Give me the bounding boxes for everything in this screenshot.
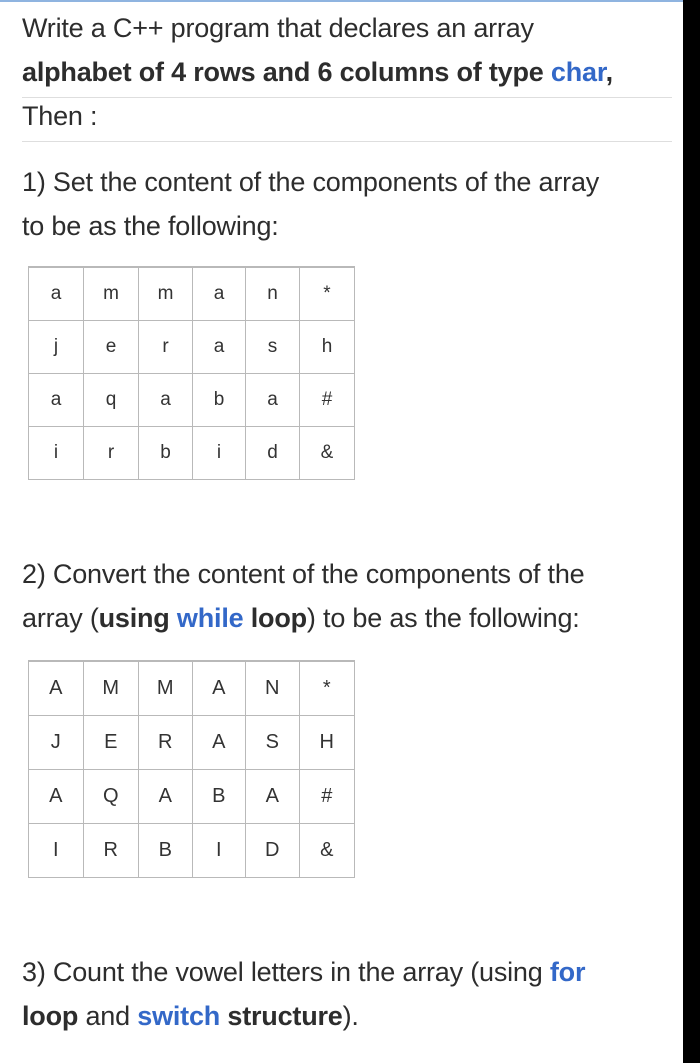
- table-cell: r: [139, 321, 193, 374]
- table-cell: a: [193, 267, 246, 321]
- table-cell: H: [300, 716, 355, 770]
- intro-line-2: alphabet of 4 rows and 6 columns of type char,: [22, 57, 613, 87]
- table-cell: B: [139, 824, 193, 878]
- intro-bold-text: alphabet of 4 rows and 6 columns of type: [22, 57, 551, 87]
- table-cell: j: [29, 321, 84, 374]
- table-cell: A: [193, 716, 246, 770]
- top-accent-line: [0, 0, 683, 2]
- step1-line-2: to be as the following:: [22, 211, 279, 241]
- table-row: [29, 267, 355, 321]
- step3-line-2: loop and switch structure).: [22, 1001, 359, 1031]
- table-cell: h: [300, 321, 355, 374]
- divider: [22, 141, 672, 142]
- table-cell: q: [84, 374, 139, 427]
- table-cell: a: [29, 374, 84, 427]
- table-row: [29, 427, 355, 480]
- table-cell: A: [246, 770, 300, 824]
- table-cell: a: [29, 267, 84, 321]
- lowercase-array-table: [28, 266, 355, 480]
- table-cell: M: [139, 661, 193, 716]
- table-cell: M: [84, 661, 139, 716]
- table-cell: #: [300, 770, 355, 824]
- table-cell: A: [139, 770, 193, 824]
- table-row: [29, 824, 355, 878]
- table-cell: I: [193, 824, 246, 878]
- table-cell: d: [246, 427, 300, 480]
- table-cell: m: [84, 267, 139, 321]
- keyword-char: char: [550, 57, 606, 87]
- keyword-switch: switch: [137, 1001, 221, 1031]
- table-cell: e: [84, 321, 139, 374]
- uppercase-array-table: [28, 660, 355, 878]
- table-cell: *: [300, 661, 355, 716]
- table-row: [29, 661, 355, 716]
- table-row: [29, 770, 355, 824]
- table-cell: I: [29, 824, 84, 878]
- keyword-for: for: [549, 957, 586, 987]
- table-cell: s: [246, 321, 300, 374]
- table-cell: R: [139, 716, 193, 770]
- table-cell: #: [300, 374, 355, 427]
- table-cell: a: [193, 321, 246, 374]
- intro-line-1: Write a C++ program that declares an array: [22, 13, 534, 43]
- table-cell: Q: [84, 770, 139, 824]
- table-cell: n: [246, 267, 300, 321]
- table-cell: A: [193, 661, 246, 716]
- keyword-while: while: [176, 603, 244, 633]
- table-cell: E: [84, 716, 139, 770]
- table-cell: A: [29, 661, 84, 716]
- step2-line-2: array (using while loop) to be as the following:: [22, 603, 580, 633]
- table-cell: B: [193, 770, 246, 824]
- table-cell: b: [139, 427, 193, 480]
- table-cell: A: [29, 770, 84, 824]
- table-cell: S: [246, 716, 300, 770]
- table-cell: &: [300, 427, 355, 480]
- step1-line-1: 1) Set the content of the components of the array: [22, 167, 600, 197]
- table-cell: R: [84, 824, 139, 878]
- table-cell: *: [300, 267, 355, 321]
- table-cell: D: [246, 824, 300, 878]
- table-cell: a: [246, 374, 300, 427]
- intro-line-3: Then :: [22, 101, 98, 131]
- table-cell: a: [139, 374, 193, 427]
- table-cell: &: [300, 824, 355, 878]
- table-cell: J: [29, 716, 84, 770]
- table-cell: m: [139, 267, 193, 321]
- table-cell: i: [193, 427, 246, 480]
- table-cell: N: [246, 661, 300, 716]
- table-cell: r: [84, 427, 139, 480]
- table-cell: b: [193, 374, 246, 427]
- step3-line-1: 3) Count the vowel letters in the array (using for: [22, 957, 586, 987]
- table-cell: i: [29, 427, 84, 480]
- table-row: [29, 321, 355, 374]
- table-row: [29, 374, 355, 427]
- table-row: [29, 716, 355, 770]
- step2-line-1: 2) Convert the content of the components of the: [22, 559, 585, 589]
